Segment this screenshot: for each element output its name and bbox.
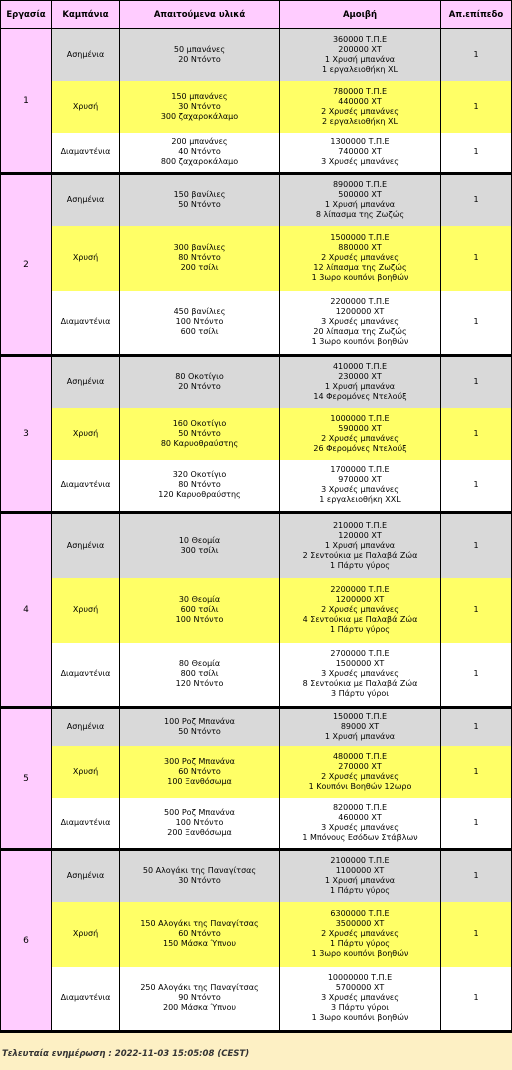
reward-line: 2200000 Τ.Π.Ε — [330, 585, 390, 594]
table-header-row — [1, 1, 512, 29]
header-reward: Αμοιβή — [280, 1, 441, 29]
reward-cell — [280, 578, 441, 643]
reward-line: 3500000 ΧΤ — [335, 919, 385, 928]
reward-cell — [280, 746, 441, 798]
material-line: 200 Ξανθόσωμα — [167, 827, 232, 837]
reward-line: 1100000 ΧΤ — [335, 866, 385, 876]
reward-line: 890000 Τ.Π.Ε — [332, 180, 388, 190]
reward-line: 10000000 Τ.Π.Ε — [327, 973, 393, 983]
material-line: 800 ζαχαροκάλαμο — [160, 157, 239, 167]
reward-line: 12 λίπασμα της Ζωζώς — [313, 263, 407, 272]
level-cell: 1 — [441, 174, 512, 226]
reward-line: 1 3ωρο κουπόνι βοηθών — [311, 1013, 409, 1023]
reward-line: 8 Σεντούκια με Παλαβά Ζώα — [302, 679, 418, 689]
materials-cell — [120, 133, 280, 174]
reward-line: 970000 ΧΤ — [338, 475, 382, 485]
reward-line: 210000 Τ.Π.Ε — [332, 520, 388, 530]
reward-cell — [280, 643, 441, 708]
reward-line: 14 Φερομόνες Ντελούξ — [313, 392, 407, 402]
material-line: 50 Αλογάκι της Παναγίτσας — [142, 866, 257, 876]
reward-line: 2 Χρυσές μπανάνες — [321, 771, 399, 781]
task-number-cell: 2 — [1, 174, 52, 356]
reward-line: 2 Σεντούκια με Παλαβά Ζώα — [302, 550, 418, 560]
level-cell: 1 — [441, 356, 512, 408]
reward-line: 410000 Τ.Π.Ε — [332, 362, 388, 372]
campaign-cell: Χρυσή — [52, 902, 120, 967]
reward-cell — [280, 798, 441, 850]
reward-line: 480000 Τ.Π.Ε — [332, 751, 388, 761]
table-row — [1, 708, 512, 746]
material-line: 30 Ντόντο — [178, 101, 221, 111]
reward-line: 2100000 Τ.Π.Ε — [330, 856, 390, 866]
header-campaign: Καμπάνια — [52, 1, 120, 29]
materials-cell — [120, 850, 280, 902]
table-row — [1, 798, 512, 850]
material-line: 800 τσίλι — [180, 669, 219, 679]
table-row — [1, 133, 512, 174]
material-line: 450 βανίλιες — [173, 307, 226, 317]
material-line: 150 βανίλιες — [173, 190, 226, 200]
reward-line: 1 Πάρτυ γύρος — [329, 560, 391, 570]
material-line: 80 Ντόντο — [178, 253, 221, 262]
reward-cell — [280, 513, 441, 578]
material-line: 320 Οκοτίγιο — [172, 470, 227, 480]
reward-line: 1 Κουπόνι Βοηθών 12ωρο — [308, 781, 412, 791]
material-line: 300 βανίλιες — [173, 243, 226, 252]
table-row — [1, 850, 512, 902]
reward-line: 1 Μπόνους Εσόδων Στάβλων — [302, 832, 418, 842]
reward-line: 3 Χρυσές μπανάνες — [321, 669, 399, 679]
material-line: 50 Ντόντο — [178, 428, 221, 438]
reward-line: 740000 ΧΤ — [338, 147, 382, 157]
reward-line: 230000 ΧΤ — [338, 372, 382, 382]
material-line: 80 Οκοτίγιο — [175, 372, 224, 382]
material-line: 300 ζαχαροκάλαμο — [160, 111, 239, 121]
campaign-cell: Ασημένια — [52, 513, 120, 578]
material-line: 20 Ντόντο — [178, 54, 221, 64]
level-cell: 1 — [441, 708, 512, 746]
reward-line: 3 Χρυσές μπανάνες — [321, 485, 399, 495]
material-line: 200 μπανάνες — [171, 137, 228, 147]
reward-line: 590000 ΧΤ — [338, 423, 382, 433]
reward-cell — [280, 29, 441, 81]
material-line: 120 Ντόντο — [175, 679, 224, 689]
reward-line: 2700000 Τ.Π.Ε — [330, 649, 390, 659]
campaign-cell: Χρυσή — [52, 226, 120, 291]
level-cell: 1 — [441, 29, 512, 81]
reward-line: 1 3ωρο κουπόνι βοηθών — [311, 949, 409, 958]
campaign-cell: Διαμαντένια — [52, 967, 120, 1032]
reward-line: 3 Πάρτυ γύροι — [330, 1003, 390, 1013]
campaign-cell: Ασημένια — [52, 708, 120, 746]
level-cell: 1 — [441, 902, 512, 967]
reward-line: 1200000 ΧΤ — [335, 595, 385, 604]
reward-line: 3 Χρυσές μπανάνες — [321, 822, 399, 832]
campaign-cell: Διαμαντένια — [52, 291, 120, 356]
materials-cell — [120, 643, 280, 708]
table-row — [1, 460, 512, 513]
header-task: Εργασία — [1, 1, 52, 29]
reward-line: 270000 ΧΤ — [338, 761, 382, 771]
level-cell: 1 — [441, 578, 512, 643]
reward-line: 1 Χρυσή μπανάνα — [324, 876, 396, 886]
reward-line: 1 Πάρτυ γύρος — [329, 939, 391, 948]
level-cell: 1 — [441, 226, 512, 291]
reward-line: 440000 ΧΤ — [338, 96, 382, 106]
level-cell: 1 — [441, 81, 512, 133]
material-line: 80 Ντόντο — [178, 480, 221, 490]
level-cell: 1 — [441, 133, 512, 174]
reward-cell — [280, 81, 441, 133]
campaign-cell: Χρυσή — [52, 746, 120, 798]
material-line: 90 Ντόντο — [178, 993, 221, 1003]
material-line: 160 Οκοτίγιο — [172, 418, 227, 428]
reward-cell — [280, 708, 441, 746]
reward-cell — [280, 174, 441, 226]
material-line: 500 Ροζ Μπανάνα — [164, 807, 235, 817]
material-line: 40 Ντόντο — [178, 147, 221, 157]
material-line: 200 Μάσκα Ύπνου — [163, 1003, 236, 1013]
reward-line: 1300000 Τ.Π.Ε — [330, 137, 390, 147]
header-level: Απ.επίπεδο — [441, 1, 512, 29]
campaign-cell: Ασημένια — [52, 356, 120, 408]
reward-line: 2200000 Τ.Π.Ε — [330, 297, 390, 307]
reward-line: 820000 Τ.Π.Ε — [332, 802, 388, 812]
reward-line: 1 εργαλειοθήκη XL — [322, 64, 398, 74]
level-cell: 1 — [441, 850, 512, 902]
material-line: 150 Αλογάκι της Παναγίτσας — [140, 919, 259, 928]
campaign-cell: Διαμαντένια — [52, 798, 120, 850]
materials-cell — [120, 356, 280, 408]
materials-cell — [120, 902, 280, 967]
reward-line: 1 Χρυσή μπανάνα — [324, 54, 396, 64]
campaign-cell: Διαμαντένια — [52, 460, 120, 513]
campaign-cell: Χρυσή — [52, 408, 120, 460]
level-cell: 1 — [441, 513, 512, 578]
table-row — [1, 226, 512, 291]
reward-line: 880000 ΧΤ — [338, 243, 382, 252]
materials-cell — [120, 513, 280, 578]
table-row — [1, 643, 512, 708]
table-body — [1, 29, 512, 1032]
reward-line: 2 Χρυσές μπανάνες — [321, 253, 399, 262]
reward-line: 3 Πάρτυ γύροι — [330, 689, 390, 699]
material-line: 60 Ντόντο — [178, 929, 221, 938]
reward-cell — [280, 291, 441, 356]
header-materials: Απαιτούμενα υλικά — [120, 1, 280, 29]
material-line: 20 Ντόντο — [178, 382, 221, 392]
campaign-cell: Διαμαντένια — [52, 643, 120, 708]
level-cell: 1 — [441, 643, 512, 708]
reward-cell — [280, 133, 441, 174]
material-line: 60 Ντόντο — [178, 766, 221, 776]
reward-line: 3 Χρυσές μπανάνες — [321, 317, 399, 327]
reward-line: 1 εργαλειοθήκη XXL — [319, 495, 401, 505]
table-row — [1, 902, 512, 967]
material-line: 100 Ντόντο — [175, 615, 224, 624]
reward-line: 1700000 Τ.Π.Ε — [330, 465, 390, 475]
task-number-cell: 3 — [1, 356, 52, 513]
reward-line: 1000000 Τ.Π.Ε — [330, 413, 390, 423]
reward-line: 1500000 Τ.Π.Ε — [330, 233, 390, 242]
reward-line: 780000 Τ.Π.Ε — [332, 86, 388, 96]
level-cell: 1 — [441, 967, 512, 1032]
campaign-cell: Ασημένια — [52, 174, 120, 226]
materials-cell — [120, 29, 280, 81]
material-line: 100 Ξανθόσωμα — [167, 776, 232, 786]
reward-line: 1 Χρυσή μπανάνα — [324, 382, 396, 392]
campaign-cell: Διαμαντένια — [52, 133, 120, 174]
table-row — [1, 746, 512, 798]
reward-line: 20 λίπασμα της Ζωζώς — [313, 327, 407, 337]
reward-line: 2 εργαλειοθήκη XL — [322, 116, 398, 126]
reward-line: 1500000 ΧΤ — [335, 659, 385, 669]
materials-cell — [120, 81, 280, 133]
material-line: 50 Ντόντο — [178, 200, 221, 210]
material-line: 600 τσίλι — [180, 605, 219, 614]
material-line: 30 Ντόντο — [178, 876, 221, 886]
materials-cell — [120, 798, 280, 850]
reward-line: 1 Χρυσή μπανάνα — [324, 540, 396, 550]
material-line: 50 μπανάνες — [173, 44, 226, 54]
reward-line: 1 Πάρτυ γύρος — [329, 886, 391, 896]
materials-cell — [120, 708, 280, 746]
material-line: 150 μπανάνες — [171, 91, 228, 101]
reward-line: 8 λίπασμα της Ζωζώς — [315, 210, 405, 220]
reward-line: 2 Χρυσές μπανάνες — [321, 929, 399, 938]
materials-cell — [120, 578, 280, 643]
reward-line: 200000 ΧΤ — [338, 44, 382, 54]
table-row — [1, 29, 512, 81]
task-number-cell: 1 — [1, 29, 52, 174]
campaign-cell: Χρυσή — [52, 578, 120, 643]
reward-cell — [280, 226, 441, 291]
reward-line: 3 Χρυσές μπανάνες — [321, 993, 399, 1003]
reward-line: 1 3ωρο κουπόνι βοηθών — [311, 273, 409, 282]
level-cell: 1 — [441, 798, 512, 850]
table-row — [1, 81, 512, 133]
task-number-cell: 4 — [1, 513, 52, 708]
materials-cell — [120, 174, 280, 226]
material-line: 100 Ντόντο — [175, 817, 224, 827]
material-line: 30 Θεομία — [178, 595, 221, 604]
reward-line: 1 Χρυσή μπανάνα — [324, 200, 396, 210]
reward-line: 1 Πάρτυ γύρος — [329, 625, 391, 634]
materials-cell — [120, 408, 280, 460]
material-line: 150 Μάσκα Ύπνου — [163, 939, 236, 948]
reward-line: 2 Χρυσές μπανάνες — [321, 433, 399, 443]
table-row — [1, 513, 512, 578]
reward-line: 1 3ωρο κουπόνι βοηθών — [311, 337, 409, 347]
reward-line: 1200000 ΧΤ — [335, 307, 385, 317]
reward-line: 360000 Τ.Π.Ε — [332, 34, 388, 44]
reward-line: 89000 ΧΤ — [340, 722, 380, 732]
table-row — [1, 578, 512, 643]
material-line: 200 τσίλι — [180, 263, 219, 272]
reward-cell — [280, 408, 441, 460]
reward-line: 120000 ΧΤ — [338, 530, 382, 540]
reward-line: 3 Χρυσές μπανάνες — [321, 157, 399, 167]
reward-cell — [280, 850, 441, 902]
materials-cell — [120, 967, 280, 1032]
material-line: 100 Ντόντο — [175, 317, 224, 327]
material-line: 300 τσίλι — [180, 545, 219, 555]
reward-line: 2 Χρυσές μπανάνες — [321, 605, 399, 614]
material-line: 10 Θεομία — [178, 535, 221, 545]
reward-line: 4 Σεντούκια με Παλαβά Ζώα — [302, 615, 418, 624]
materials-cell — [120, 226, 280, 291]
material-line: 50 Ντόντο — [178, 727, 221, 737]
level-cell: 1 — [441, 460, 512, 513]
material-line: 80 Καρυοθραύστης — [160, 438, 239, 448]
campaign-cell: Ασημένια — [52, 29, 120, 81]
task-number-cell: 6 — [1, 850, 52, 1032]
level-cell: 1 — [441, 746, 512, 798]
reward-line: 500000 ΧΤ — [338, 190, 382, 200]
reward-line: 460000 ΧΤ — [338, 812, 382, 822]
material-line: 120 Καρυοθραύστης — [158, 490, 241, 500]
table-row — [1, 356, 512, 408]
reward-cell — [280, 967, 441, 1032]
campaign-cell: Χρυσή — [52, 81, 120, 133]
reward-line: 150000 Τ.Π.Ε — [332, 712, 388, 722]
reward-line: 2 Χρυσές μπανάνες — [321, 106, 399, 116]
reward-line: 1 Χρυσή μπανάνα — [324, 732, 396, 742]
material-line: 600 τσίλι — [180, 327, 219, 337]
material-line: 100 Ροζ Μπανάνα — [164, 717, 235, 727]
reward-line: 5700000 ΧΤ — [335, 983, 385, 993]
task-number-cell: 5 — [1, 708, 52, 850]
materials-cell — [120, 746, 280, 798]
campaign-cell: Ασημένια — [52, 850, 120, 902]
level-cell: 1 — [441, 408, 512, 460]
reward-cell — [280, 356, 441, 408]
table-row — [1, 967, 512, 1032]
materials-cell — [120, 291, 280, 356]
reward-cell — [280, 902, 441, 967]
reward-line: 26 Φερομόνες Ντελούξ — [313, 443, 407, 453]
reward-line: 6300000 Τ.Π.Ε — [330, 909, 390, 918]
reward-cell — [280, 460, 441, 513]
material-line: 80 Θεομία — [178, 659, 221, 669]
table-row — [1, 174, 512, 226]
table-row — [1, 408, 512, 460]
table-row — [1, 291, 512, 356]
level-cell: 1 — [441, 291, 512, 356]
material-line: 300 Ροζ Μπανάνα — [164, 756, 235, 766]
material-line: 250 Αλογάκι της Παναγίτσας — [140, 983, 259, 993]
last-updated-footer: Τελευταία ενημέρωση : 2022-11-03 15:05:08 (CEST) — [2, 1049, 250, 1059]
materials-cell — [120, 460, 280, 513]
